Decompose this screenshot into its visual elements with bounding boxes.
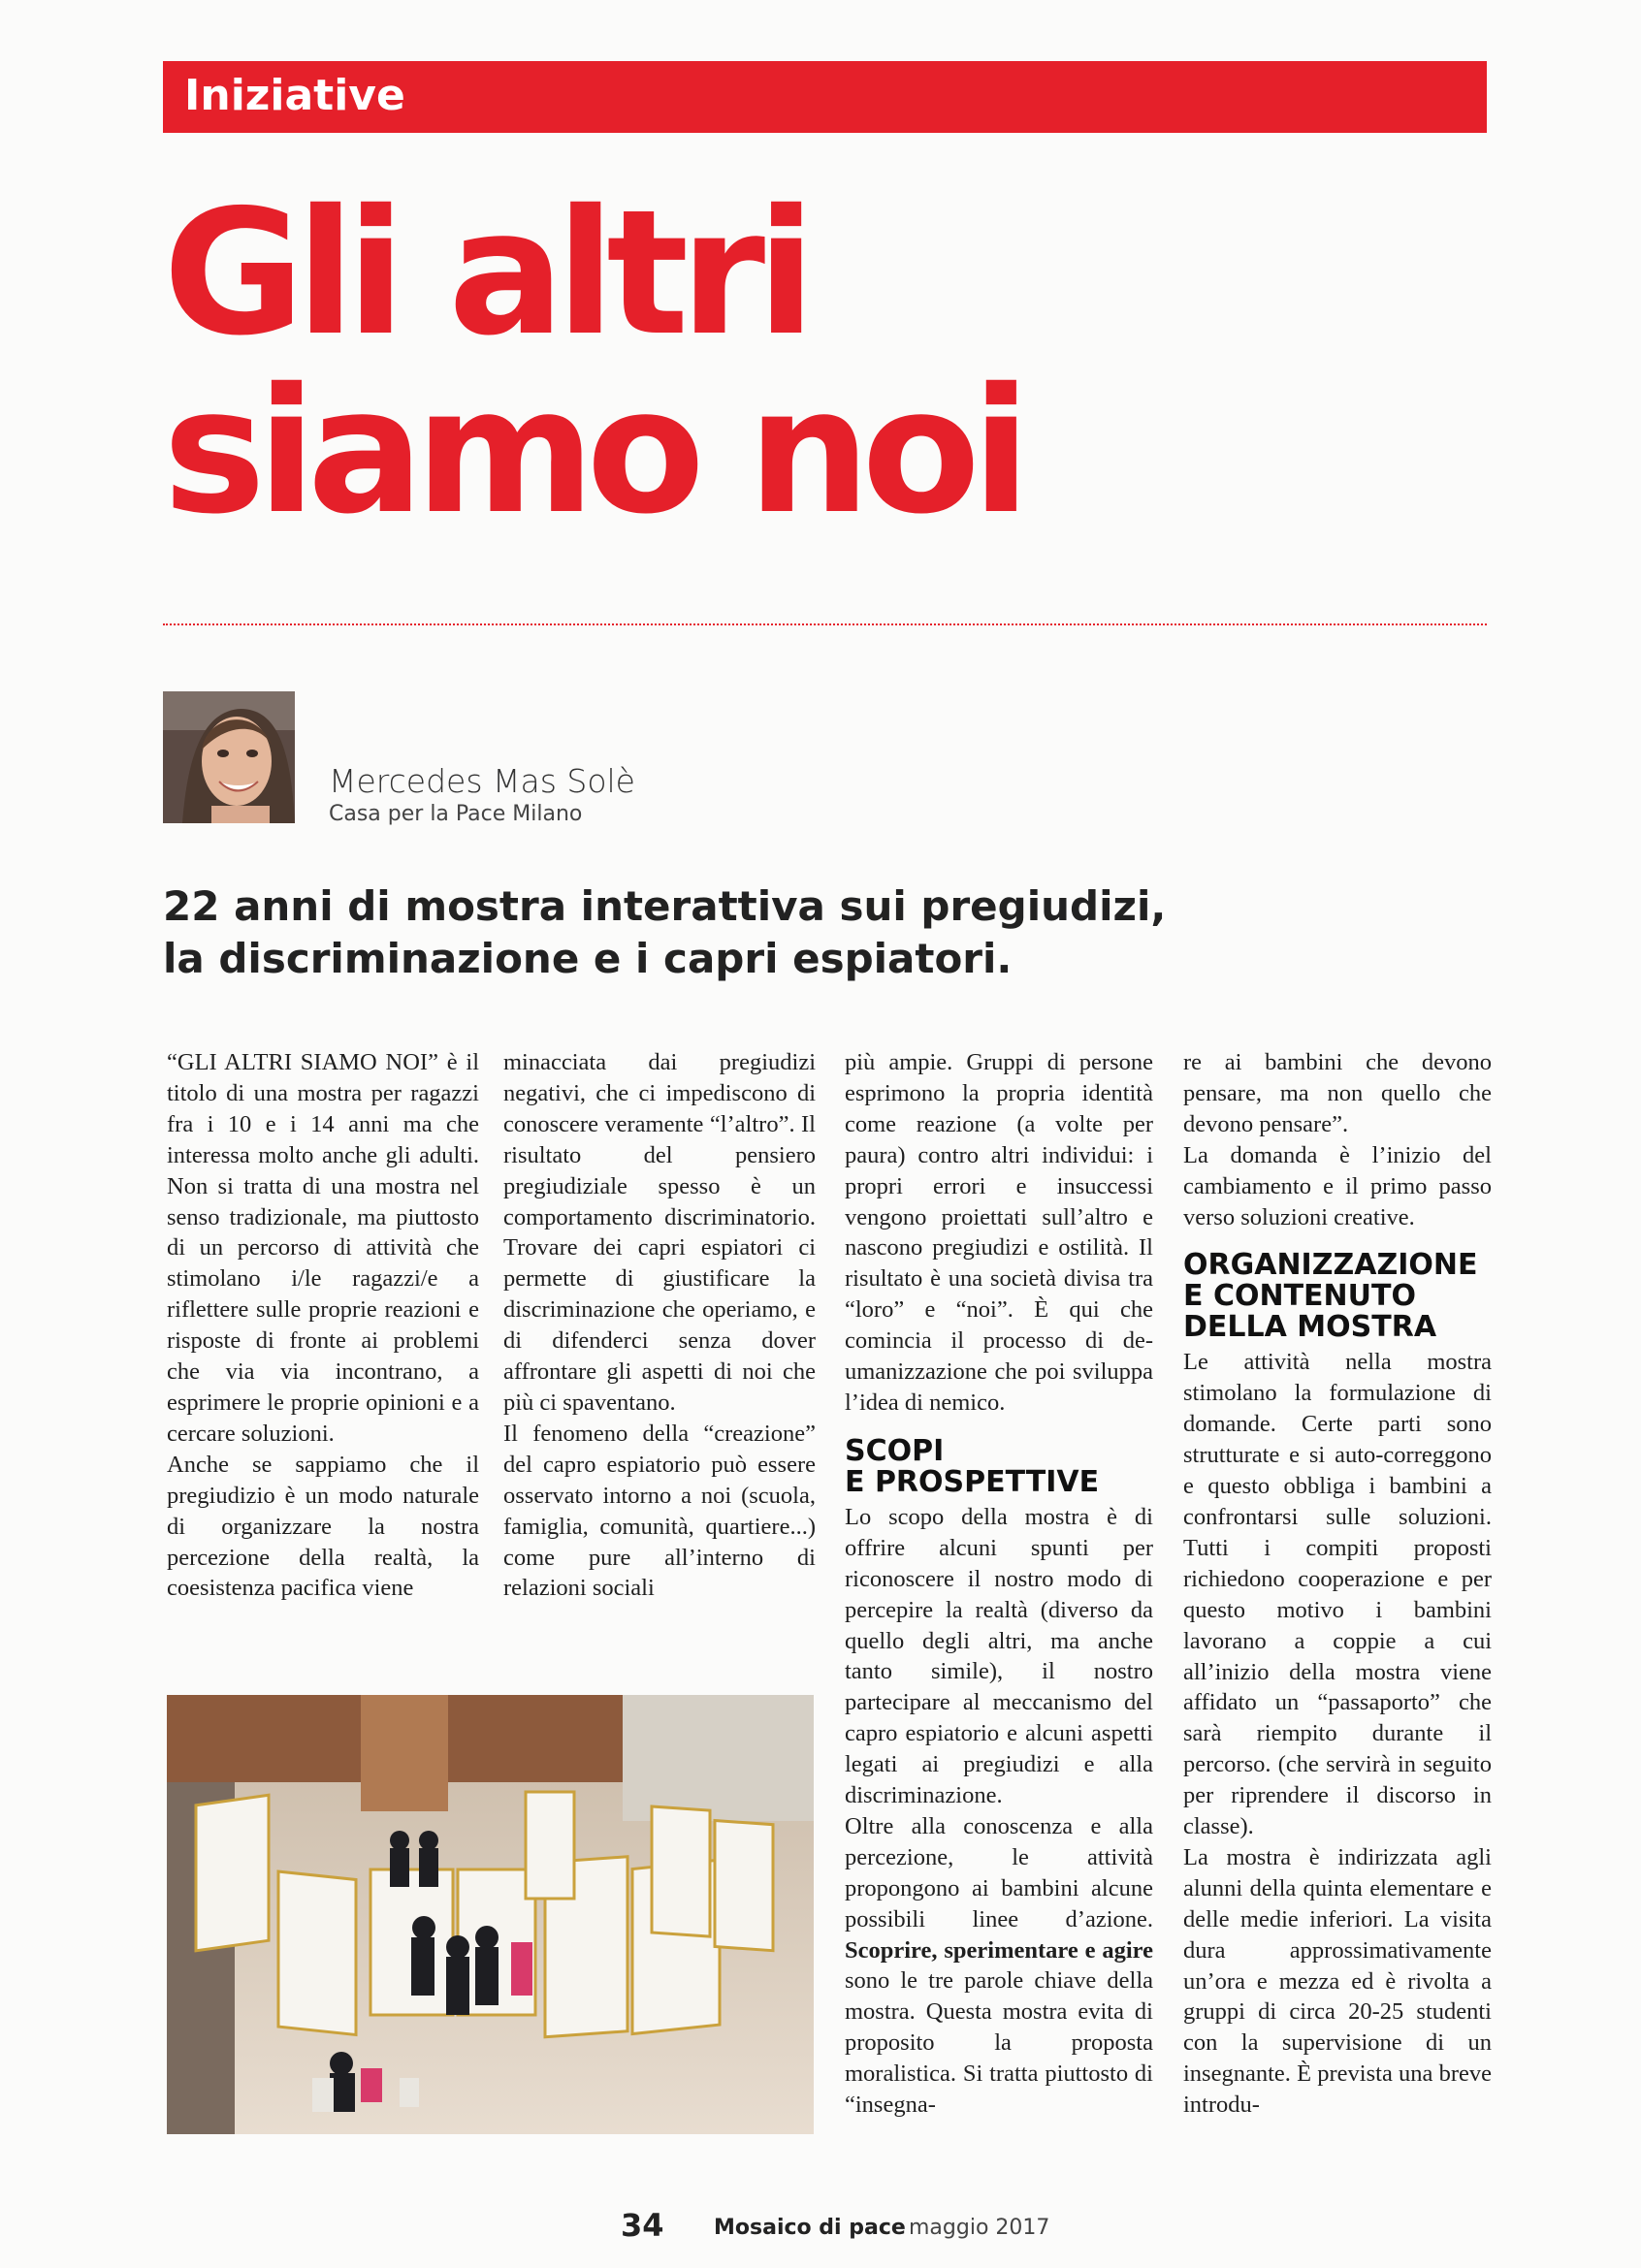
subtitle (163, 880, 1443, 985)
headline-line-2: siamo noi (163, 351, 1022, 552)
article-column-4 (1183, 1047, 1492, 2121)
issue-date: maggio 2017 (909, 2216, 1050, 2240)
paragraph (845, 1811, 1153, 2121)
headline-line-1: Gli altri (163, 173, 808, 373)
paragraph: Anche se sappiamo che il pregiudizio è un modo naturale di organizzare la nostra percezione della realtà, la coesistenza pacifica viene (167, 1451, 479, 1602)
heading-line: DELLA MOSTRA (1183, 1310, 1437, 1345)
section-heading-organizzazione (1183, 1250, 1492, 1343)
text-run: sono le tre parole chiave della mostra. Questa mostra evita di proposito la proposta moralistica. Si tratta piuttosto di “insegna- (845, 1967, 1153, 2119)
heading-line: ORGANIZZAZIONE (1183, 1248, 1478, 1283)
subtitle-line-2: la discriminazione e i capri espiatori. (163, 935, 1013, 982)
text-run: Oltre alla conoscenza e alla percezione, le attività propongono ai bambini alcune possibili linee d’azione. (845, 1812, 1153, 1933)
heading-line: E PROSPETTIVE (845, 1464, 1100, 1499)
headline (163, 173, 1022, 552)
section-heading-scopi (845, 1433, 1153, 1499)
author-name: Mercedes Mas Solè (329, 762, 635, 800)
article-column-1 (167, 1047, 479, 1648)
heading-line: E CONTENUTO (1183, 1279, 1416, 1314)
divider (163, 623, 1487, 625)
paragraph: re ai bambini che devono pensare, ma non quello che devono pensare”. (1183, 1049, 1492, 1137)
paragraph: Le attività nella mostra stimolano la formulazione di domande. Certe parti sono strutturate e si auto-correggono e questo obbliga i bambini a confrontarsi sulle soluzioni. Tutti i compiti proposti richiedono cooperazione e per questo motivo i bambini lavorano a coppie a cui all’inizio della mostra viene affidato un “passaporto” che sarà riempito durante il percorso. (che servirà in seguito per riprendere il discorso in classe). (1183, 1349, 1492, 1840)
exhibition-photo (167, 1695, 814, 2134)
bold-keywords: Scoprire, sperimentare e agire (845, 1936, 1153, 1964)
subtitle-line-1: 22 anni di mostra interattiva sui pregiudizi, (163, 882, 1167, 930)
paragraph: minacciata dai pregiudizi negativi, che ci impediscono di conoscere veramente “l’altro”. Il risultato del pensiero pregiudiziale spesso è un comportamento discriminatorio. Trovare dei capri espiatori ci permette di giustificare la discriminazione che operiamo, e di difenderci senza dover affrontare gli aspetti di noi che più ci spaventano. (503, 1049, 816, 1416)
article-column-2 (503, 1047, 816, 1648)
paragraph: più ampie. Gruppi di persone esprimono la propria identità come reazione (a volte per paura) contro altri individui: i propri errori e insuccessi vengono proiettati sull’altro e nascono pregiudizi e ostilità. Il risultato è una società divisa tra “loro” e “noi”. È qui che comincia il processo di de-umanizzazione che poi sviluppa l’idea di nemico. (845, 1049, 1153, 1416)
heading-line: SCOPI (845, 1433, 945, 1468)
paragraph: “GLI ALTRI SIAMO NOI” è il titolo di una mostra per ragazzi fra i 10 e i 14 anni ma che interessa molto anche gli adulti. Non si tratta di una mostra nel senso tradizionale, ma piuttosto di un percorso di attività che stimolano i/le ragazzi/e a riflettere sulle proprie reazioni e risposte di fronte ai problemi che via via incontrano, a esprimere le proprie opinioni e a cercare soluzioni. (167, 1049, 479, 1447)
page-number: 34 (621, 2207, 664, 2244)
paragraph: La mostra è indirizzata agli alunni della quinta elementare e delle medie inferiori. La visita dura approssimativamente un’ora e mezza ed è rivolta a gruppi di circa 20-25 studenti con la supervisione di un insegnante. È prevista una breve introdu- (1183, 1843, 1492, 2119)
paragraph: Il fenomeno della “creazione” del capro espiatorio può essere osservato intorno a noi (scuola, famiglia, comunità, quartiere...) come pure all’interno di relazioni sociali (503, 1420, 816, 1602)
section-banner (163, 61, 1487, 133)
magazine-name: Mosaico di pace (714, 2216, 906, 2240)
paragraph: Lo scopo della mostra è di offrire alcuni spunti per riconoscere il nostro modo di percepire la realtà (diverso da quello degli altri, ma anche tanto simile), il nostro partecipare al meccanismo del capro espiatorio e alcuni aspetti legati ai pregiudizi e alla discriminazione. (845, 1503, 1153, 1809)
author-organization: Casa per la Pace Milano (329, 802, 583, 826)
paragraph: La domanda è l’inizio del cambiamento e il primo passo verso soluzioni creative. (1183, 1141, 1492, 1230)
section-label: Iniziative (184, 71, 405, 120)
author-photo (163, 691, 295, 823)
article-column-3 (845, 1047, 1153, 2121)
